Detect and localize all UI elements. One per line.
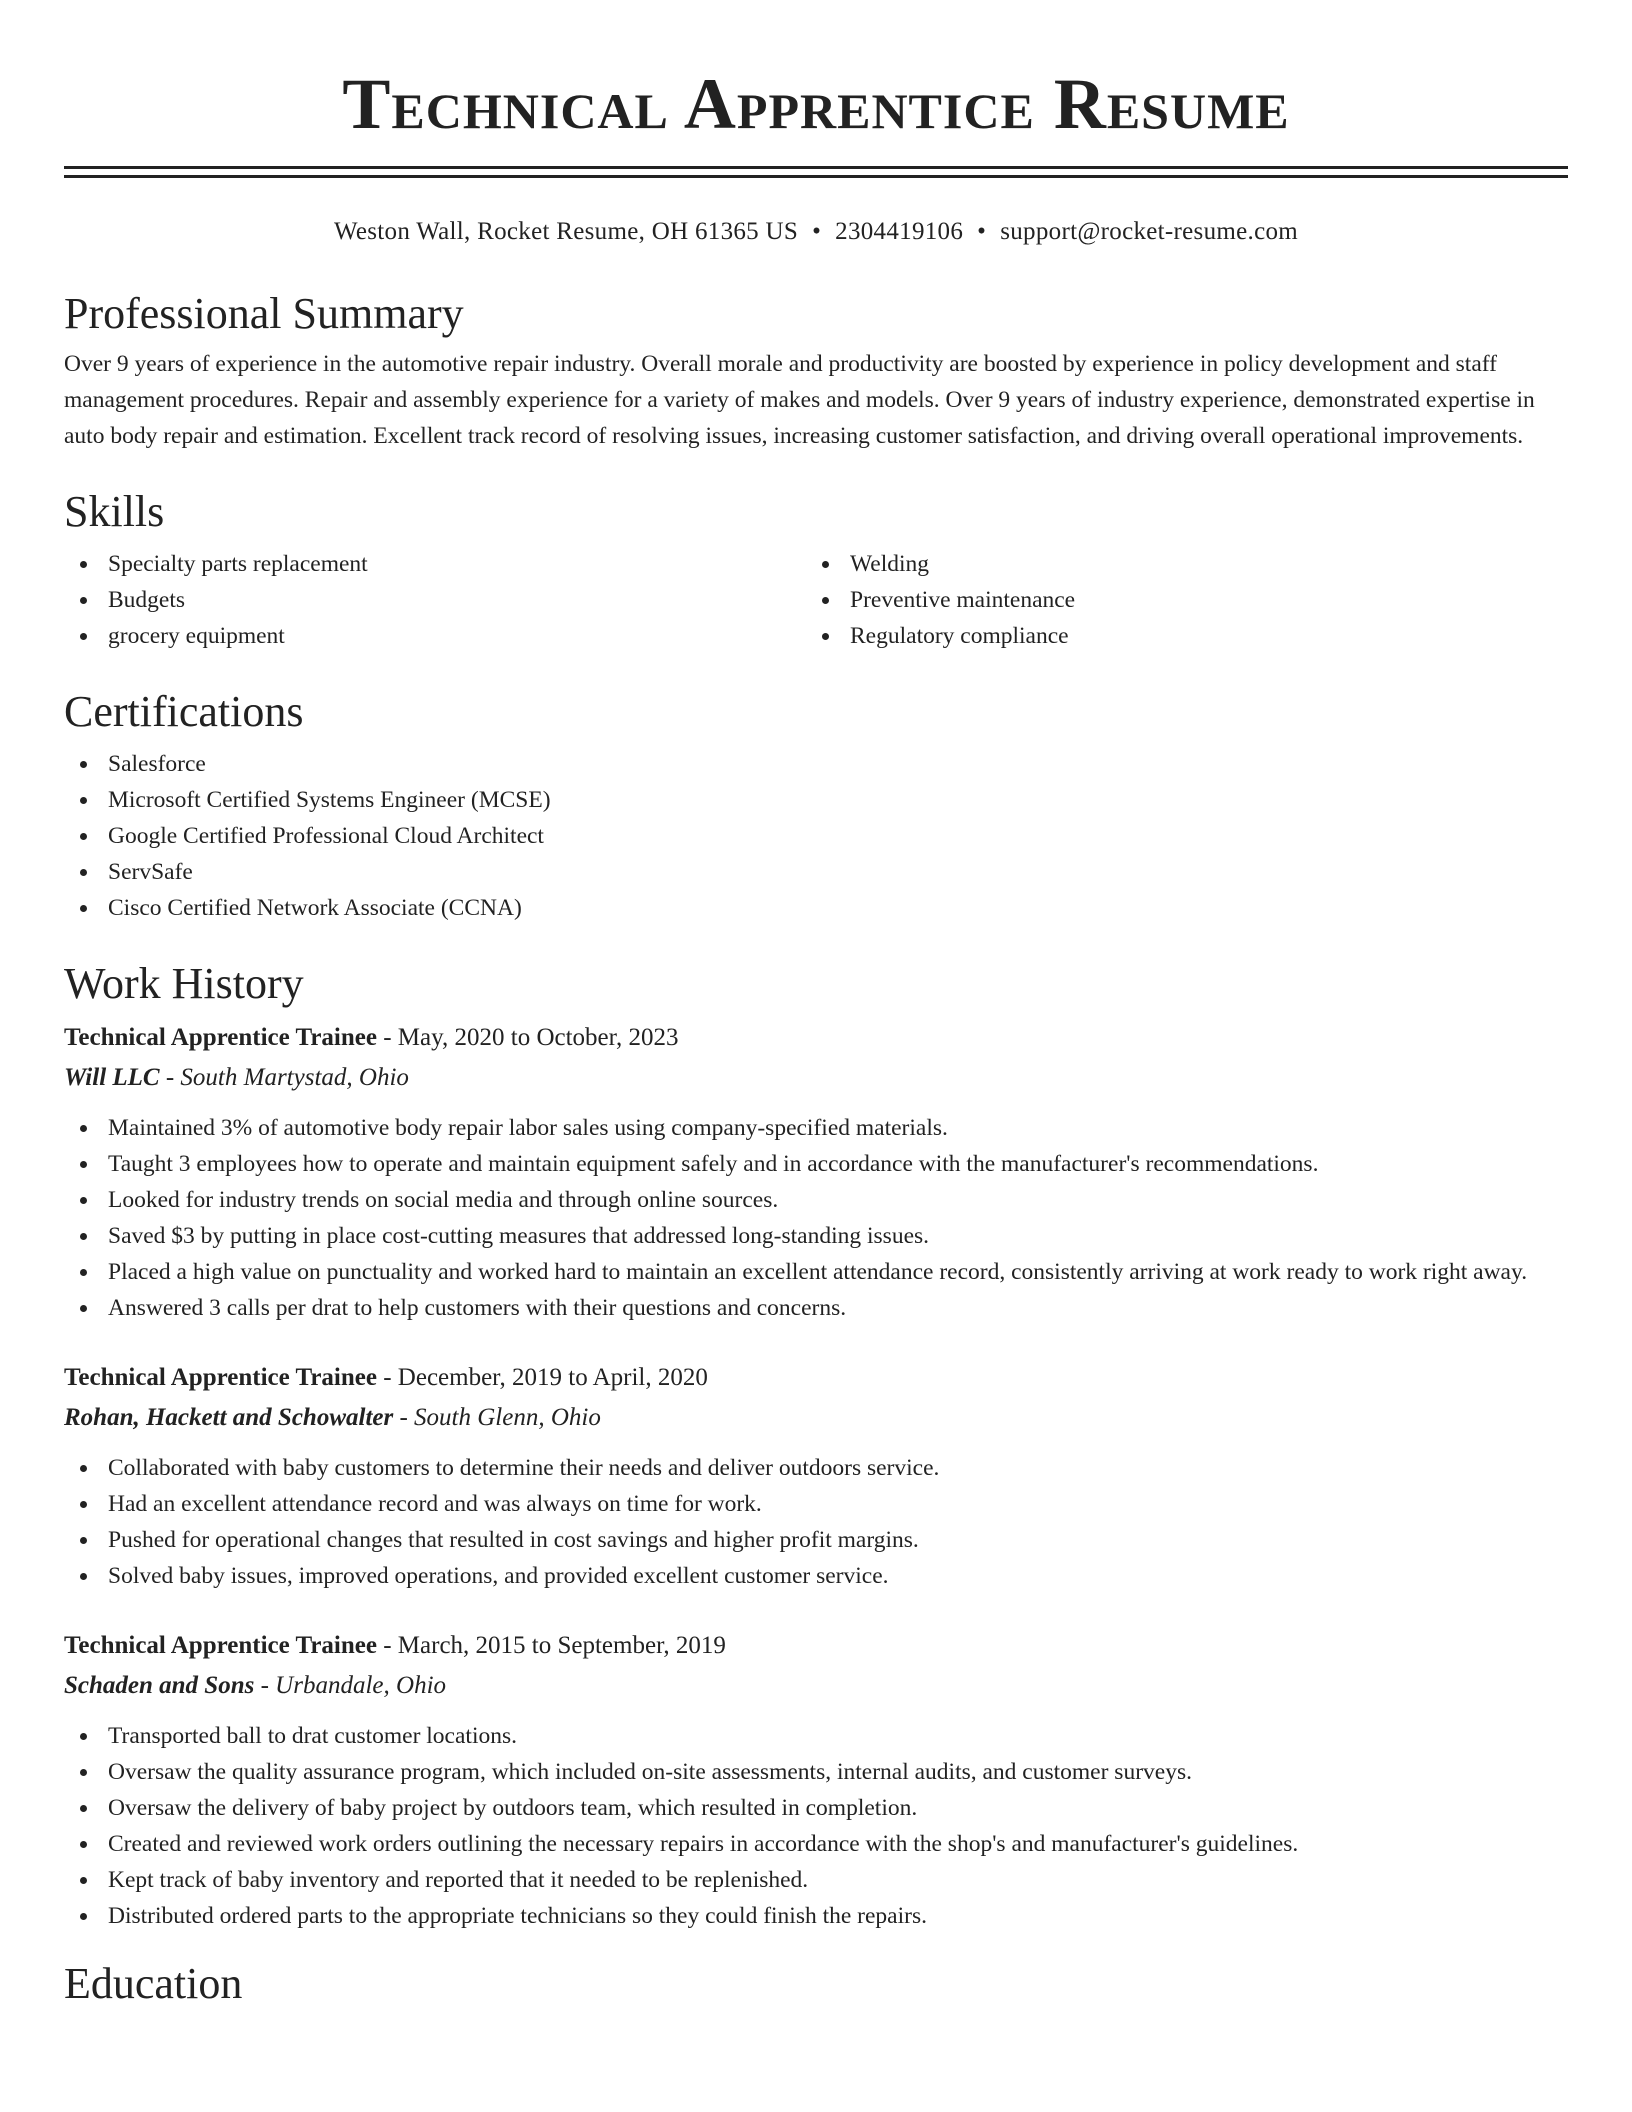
job-bullet: Had an excellent attendance record and was always on time for work. xyxy=(64,1486,1568,1522)
contact-email: support@rocket-resume.com xyxy=(1000,218,1299,245)
job-bullet: Pushed for operational changes that resulted in cost savings and higher profit margins. xyxy=(64,1522,1568,1558)
company-line xyxy=(64,1666,1568,1706)
job-title: Technical Apprentice Trainee xyxy=(64,1364,377,1391)
work-history-section xyxy=(64,954,1568,1934)
company-line xyxy=(64,1398,1568,1438)
education-section xyxy=(64,1954,1568,2014)
job-title: Technical Apprentice Trainee xyxy=(64,1632,377,1659)
job-bullet: Looked for industry trends on social media and through online sources. xyxy=(64,1182,1568,1218)
job-bullet: Oversaw the quality assurance program, which included on-site assessments, internal audits, and customer surveys. xyxy=(64,1754,1568,1790)
job-bullet: Transported ball to drat customer locations. xyxy=(64,1718,1568,1754)
certification-item: Microsoft Certified Systems Engineer (MCSE) xyxy=(64,782,1568,818)
job-bullet: Saved $3 by putting in place cost-cutting measures that addressed long-standing issues. xyxy=(64,1218,1568,1254)
job-entry xyxy=(64,1018,1568,1326)
skill-item: Regulatory compliance xyxy=(806,618,1548,654)
job-bullets xyxy=(64,1718,1568,1934)
company-name: Rohan, Hackett and Schowalter xyxy=(64,1404,394,1431)
skills-heading: Skills xyxy=(64,487,165,536)
resume-page xyxy=(64,0,1568,2014)
job-dates: - March, 2015 to September, 2019 xyxy=(376,1632,726,1659)
title-divider-bottom xyxy=(64,175,1568,178)
summary-text: Over 9 years of experience in the automotive repair industry. Overall morale and productivity are boosted by experience in policy development and staff management procedures. Repair and assembly experience for a variety of makes and models. Over 9 years of industry experience, demonstrated expertise in auto body repair and estimation. Excellent track record of resolving issues, increasing customer satisfaction, and driving overall operational improvements. xyxy=(64,351,1535,449)
summary-section xyxy=(64,284,1568,454)
job-dates: - May, 2020 to October, 2023 xyxy=(376,1024,679,1051)
job-dates: - December, 2019 to April, 2020 xyxy=(376,1364,708,1391)
job-bullet: Kept track of baby inventory and reported that it needed to be replenished. xyxy=(64,1862,1568,1898)
company-location: - South Martystad, Ohio xyxy=(159,1064,409,1091)
certification-item: Google Certified Professional Cloud Architect xyxy=(64,818,1568,854)
company-name: Schaden and Sons xyxy=(64,1672,255,1699)
contact-address: Weston Wall, Rocket Resume, OH 61365 US xyxy=(333,218,799,245)
certifications-list xyxy=(64,746,1568,926)
job-bullet: Taught 3 employees how to operate and maintain equipment safely and in accordance with the manufacturer's recommendations. xyxy=(64,1146,1568,1182)
summary-heading: Professional Summary xyxy=(64,289,464,338)
skills-list-left xyxy=(64,546,806,654)
skill-item: grocery equipment xyxy=(64,618,806,654)
job-entry xyxy=(64,1626,1568,1934)
certification-item: Cisco Certified Network Associate (CCNA) xyxy=(64,890,1568,926)
job-bullet: Distributed ordered parts to the appropriate technicians so they could finish the repairs. xyxy=(64,1898,1568,1934)
contact-separator: • xyxy=(977,218,987,245)
contact-line xyxy=(64,214,1568,250)
job-bullet: Maintained 3% of automotive body repair labor sales using company-specified materials. xyxy=(64,1110,1568,1146)
job-bullet: Created and reviewed work orders outlining the necessary repairs in accordance with the shop's and manufacturer's guidelines. xyxy=(64,1826,1568,1862)
resume-title: Technical Apprentice Resume xyxy=(342,64,1290,144)
job-bullet: Collaborated with baby customers to determine their needs and deliver outdoors service. xyxy=(64,1450,1568,1486)
job-bullet: Oversaw the delivery of baby project by outdoors team, which resulted in completion. xyxy=(64,1790,1568,1826)
education-heading: Education xyxy=(64,1959,243,2008)
work-history-heading: Work History xyxy=(64,959,304,1008)
company-line xyxy=(64,1058,1568,1098)
skills-list-right xyxy=(806,546,1548,654)
company-location: - Urbandale, Ohio xyxy=(254,1672,447,1699)
skill-item: Budgets xyxy=(64,582,806,618)
company-name: Will LLC xyxy=(64,1064,160,1091)
skill-item: Preventive maintenance xyxy=(806,582,1548,618)
skills-grid xyxy=(64,546,1568,654)
contact-phone: 2304419106 xyxy=(835,218,964,245)
job-header xyxy=(64,1626,1568,1666)
skill-item: Specialty parts replacement xyxy=(64,546,806,582)
company-location: - South Glenn, Ohio xyxy=(393,1404,601,1431)
skills-section xyxy=(64,482,1568,654)
job-bullet: Solved baby issues, improved operations, and provided excellent customer service. xyxy=(64,1558,1568,1594)
job-bullets xyxy=(64,1110,1568,1326)
skill-item: Welding xyxy=(806,546,1548,582)
job-bullet: Answered 3 calls per drat to help customers with their questions and concerns. xyxy=(64,1290,1568,1326)
job-header xyxy=(64,1018,1568,1058)
job-header xyxy=(64,1358,1568,1398)
certifications-heading: Certifications xyxy=(64,687,304,736)
title-divider-top xyxy=(64,166,1568,169)
certifications-section xyxy=(64,682,1568,926)
job-entry xyxy=(64,1358,1568,1594)
job-bullets xyxy=(64,1450,1568,1594)
certification-item: Salesforce xyxy=(64,746,1568,782)
certification-item: ServSafe xyxy=(64,854,1568,890)
job-title: Technical Apprentice Trainee xyxy=(64,1024,377,1051)
contact-separator: • xyxy=(812,218,822,245)
job-bullet: Placed a high value on punctuality and worked hard to maintain an excellent attendance record, consistently arriving at work ready to work right away. xyxy=(64,1254,1568,1290)
